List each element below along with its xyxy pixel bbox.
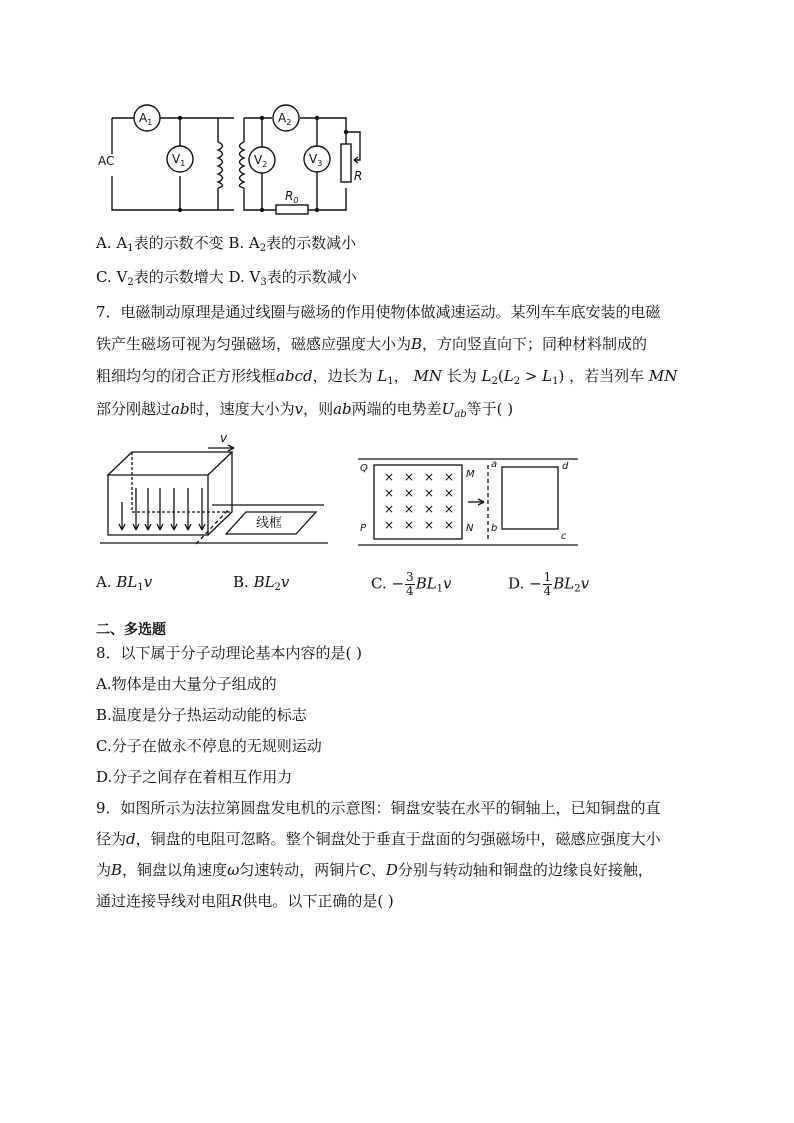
field-cross-mark: × <box>384 486 395 500</box>
q6-options-cd: C. $V_2$表的示数增大 D. $V_3$表的示数减小 <box>96 268 357 288</box>
q9-stem-line2: 径为d，铜盘的电阻可忽略。整个铜盘处于垂直于盘面的匀强磁场中，磁感应强度大小 <box>96 830 661 848</box>
q8-stem: 8．以下属于分子动理论基本内容的是( ) <box>96 644 363 662</box>
field-cross-mark: × <box>404 470 415 484</box>
electromagnet-train-figure <box>96 430 348 554</box>
svg-text:A1: $A_1$ <box>139 111 153 127</box>
svg-text:V2: $V_2$ <box>254 153 268 169</box>
svg-text:v: v <box>220 431 228 445</box>
svg-text:A2: $A_2$ <box>278 111 292 127</box>
field-cross-mark: × <box>444 486 455 500</box>
field-cross-mark: × <box>424 486 435 500</box>
field-cross-mark: × <box>424 518 435 532</box>
svg-text:Q: Q <box>360 463 368 474</box>
q9-stem-line4: 通过连接导线对电阻R供电。以下正确的是( ) <box>96 892 394 910</box>
field-cross-mark: × <box>444 470 455 484</box>
q7-option-a: A. $BL_1v$ <box>96 573 153 593</box>
svg-text:b: b <box>491 523 498 534</box>
q7-stem-line4: 部分刚越过ab时，速度大小为v，则ab两端的电势差$U_{ab}$等于( ) <box>96 400 514 420</box>
svg-text:V3: $V_3$ <box>309 152 323 168</box>
q8-option-b: B.温度是分子热运动动能的标志 <box>96 706 307 724</box>
field-cross-mark: × <box>424 502 435 516</box>
magnetic-field-top-view-figure <box>356 455 581 555</box>
section-heading-multiple-choice: 二、多选题 <box>96 622 166 638</box>
svg-text:R: R <box>354 169 363 183</box>
field-cross-mark: × <box>444 518 455 532</box>
ac-label: AC <box>98 154 115 168</box>
q7-option-d: D. − $\frac{1}{4}$ $BL_2v$ <box>508 570 590 598</box>
q7-stem-line2: 铁产生磁场可视为匀强磁场，磁感应强度大小为B，方向竖直向下；同种材料制成的 <box>96 335 648 353</box>
svg-text:d: d <box>562 461 569 472</box>
q7-stem-line3: 粗细均匀的闭合正方形线框abcd，边长为 $L_1$， MN 长为 $L_2(L_2 > L_1)$ ，若当列车 MN <box>96 367 678 387</box>
svg-text:R0: $R_0$ <box>285 189 299 205</box>
svg-text:线框: 线框 <box>256 516 283 531</box>
q8-option-a: A.物体是由大量分子组成的 <box>96 675 277 693</box>
transformer-circuit-figure <box>96 102 376 217</box>
q9-stem-line1: 9．如图所示为法拉第圆盘发电机的示意图：铜盘安装在水平的铜轴上，已知铜盘的直 <box>96 799 661 817</box>
q8-option-d: D.分子之间存在着相互作用力 <box>96 768 293 786</box>
q8-option-c: C.分子在做永不停息的无规则运动 <box>96 737 322 755</box>
svg-text:c: c <box>561 531 567 542</box>
svg-text:M: M <box>466 469 475 480</box>
q7-stem-line1: 7．电磁制动原理是通过线圈与磁场的作用使物体做减速运动。某列车车底安装的电磁 <box>96 303 661 321</box>
field-cross-mark: × <box>424 470 435 484</box>
field-cross-mark: × <box>384 518 395 532</box>
field-cross-mark: × <box>384 470 395 484</box>
field-cross-mark: × <box>404 502 415 516</box>
q7-option-c: C. − $\frac{3}{4}$ $BL_1v$ <box>371 570 452 598</box>
field-cross-mark: × <box>384 502 395 516</box>
field-cross-mark: × <box>404 518 415 532</box>
svg-text:N: N <box>466 523 474 534</box>
q7-option-b: B. $BL_2v$ <box>233 573 290 593</box>
q9-stem-line3: 为B，铜盘以角速度ω匀速转动，两铜片C、D分别与转动轴和铜盘的边缘良好接触， <box>96 861 653 879</box>
field-cross-mark: × <box>444 502 455 516</box>
field-cross-mark: × <box>404 486 415 500</box>
q6-options-ab: A. $A_1$表的示数不变 B. $A_2$表的示数减小 <box>96 234 357 254</box>
svg-text:V1: $V_1$ <box>172 152 186 168</box>
svg-text:a: a <box>491 459 498 470</box>
svg-text:P: P <box>360 523 367 534</box>
